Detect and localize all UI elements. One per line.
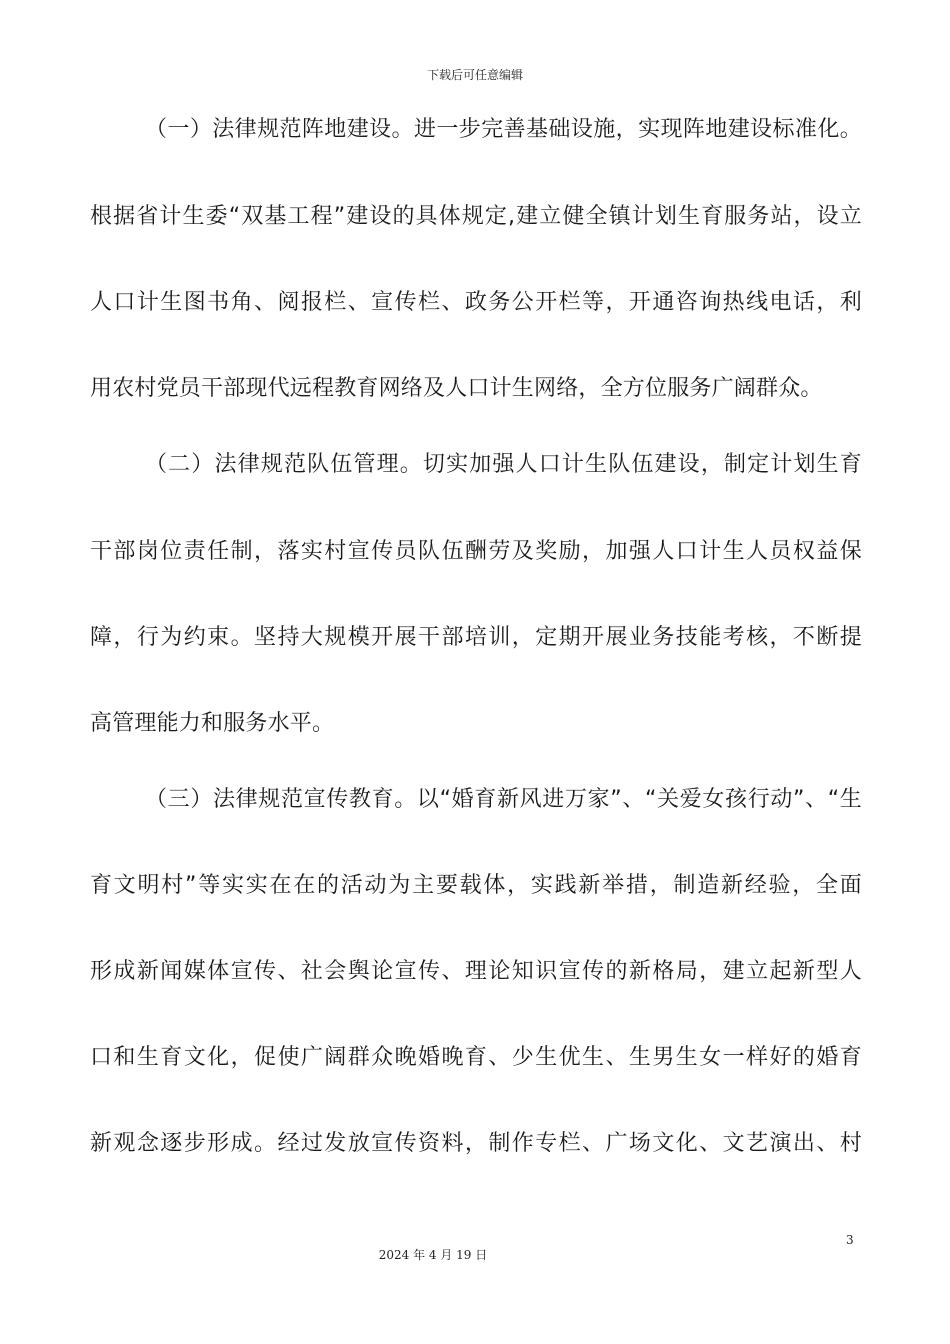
paragraph-line: 根据省计生委“双基工程”建设的具体规定,建立健全镇计划生育服务站，设立 — [90, 204, 862, 229]
paragraph-line: 形成新闻媒体宣传、社会舆论宣传、理论知识宣传的新格局，建立起新型人 — [90, 959, 862, 984]
paragraph-line: （一）法律规范阵地建设。进一步完善基础设施，实现阵地建设标准化。 — [145, 117, 862, 142]
page-header: 下载后可任意编辑 — [426, 68, 523, 82]
paragraph-line: （二）法律规范队伍管理。切实加强人口计生队伍建设，制定计划生育 — [145, 452, 862, 477]
paragraph-line: 育文明村”等实实在在的活动为主要载体，实践新举措，制造新经验，全面 — [90, 873, 862, 898]
paragraph-line: 人口计生图书角、阅报栏、宣传栏、政务公开栏等，开通咨询热线电话，利 — [90, 290, 862, 315]
paragraph-line: 高管理能力和服务水平。 — [90, 711, 335, 736]
paragraph-line: 障，行为约束。坚持大规模开展干部培训，定期开展业务技能考核，不断提 — [90, 625, 862, 650]
paragraph-line: 新观念逐步形成。经过发放宣传资料，制作专栏、广场文化、文艺演出、村 — [90, 1131, 862, 1156]
paragraph-line: 干部岗位责任制，落实村宣传员队伍酬劳及奖励，加强人口计生人员权益保 — [90, 539, 862, 564]
paragraph-line: （三）法律规范宣传教育。以“婚育新风进万家”、“关爱女孩行动”、“生 — [145, 787, 862, 812]
paragraph-line: 口和生育文化，促使广阔群众晚婚晚育、少生优生、生男生女一样好的婚育 — [90, 1045, 862, 1070]
footer-date: 2024 年 4 月 19 日 — [378, 1248, 488, 1262]
paragraph-line: 用农村党员干部现代远程教育网络及人口计生网络，全方位服务广阔群众。 — [90, 376, 823, 401]
page-number: 3 — [846, 1233, 854, 1247]
